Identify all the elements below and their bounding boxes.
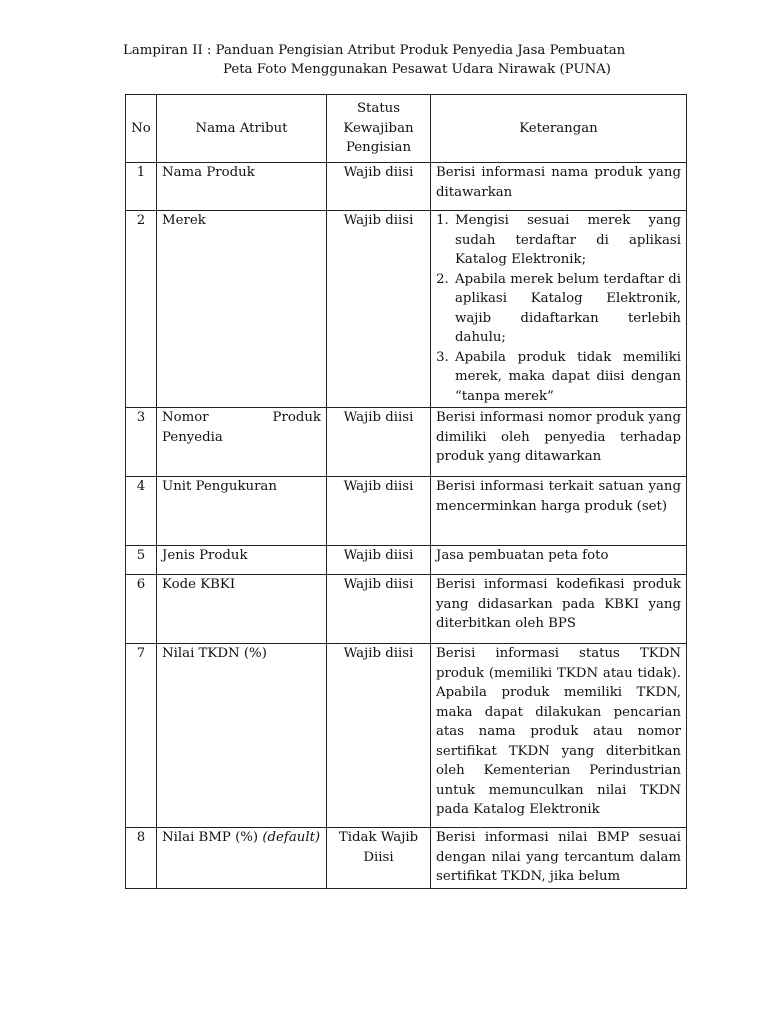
header-no: No <box>126 95 157 163</box>
status-line-1: Tidak Wajib <box>338 830 419 845</box>
table-row <box>126 477 687 546</box>
status-cell: Wajib diisi <box>327 211 431 408</box>
attribute-name-word: Produk <box>272 410 321 425</box>
status-cell: Wajib diisi <box>327 644 431 828</box>
attribute-name-line-1 <box>162 408 321 428</box>
row-number: 1 <box>126 163 157 211</box>
table-row <box>126 408 687 477</box>
description-cell: Berisi informasi terkait satuan yang mencerminkan harga produk (set) <box>431 477 687 546</box>
header-status-line-3: Pengisian <box>345 140 412 156</box>
status-line-2: Diisi <box>363 849 394 865</box>
attribute-name: Nilai TKDN (%) <box>157 644 327 828</box>
attribute-name-text: Nilai BMP (%) <box>162 830 259 845</box>
list-item: 3. Apabila produk tidak memiliki merek, maka dapat diisi dengan “tanpa merek” <box>453 348 681 407</box>
description-cell: Berisi informasi nama produk yang ditawarkan <box>431 163 687 211</box>
row-number: 6 <box>126 575 157 644</box>
attribute-name <box>157 408 327 477</box>
header-ket: Keterangan <box>431 95 687 163</box>
row-number: 3 <box>126 408 157 477</box>
attribute-name: Jenis Produk <box>157 546 327 575</box>
document-title <box>123 41 683 79</box>
description-cell <box>431 211 687 408</box>
attribute-name-line-2: Penyedia <box>162 429 223 445</box>
status-cell: Wajib diisi <box>327 575 431 644</box>
row-number: 5 <box>126 546 157 575</box>
header-name: Nama Atribut <box>157 95 327 163</box>
description-cell: Berisi informasi nilai BMP sesuai dengan nilai yang tercantum dalam sertifikat TKDN, jika belum <box>431 828 687 889</box>
description-list <box>436 211 681 406</box>
attribute-name-word: Nomor <box>162 410 209 425</box>
row-number: 4 <box>126 477 157 546</box>
status-cell: Wajib diisi <box>327 163 431 211</box>
table-header-row <box>126 95 687 163</box>
attribute-name: Nama Produk <box>157 163 327 211</box>
title-line-1: Lampiran II : Panduan Pengisian Atribut Produk Penyedia Jasa Pembuatan <box>123 43 626 58</box>
table-row <box>126 575 687 644</box>
attribute-name: Merek <box>157 211 327 408</box>
status-cell: Wajib diisi <box>327 546 431 575</box>
list-item: 1. Mengisi sesuai merek yang sudah terdaftar di aplikasi Katalog Elektronik; <box>453 211 681 270</box>
status-cell: Wajib diisi <box>327 408 431 477</box>
status-cell <box>327 828 431 889</box>
description-cell: Berisi informasi status TKDN produk (memiliki TKDN atau tidak). Apabila produk memiliki TKDN, maka dapat dilakukan pencarian atas nama produk atau nomor sertifikat TKDN yang diterbitkan oleh Kementerian Perindustrian untuk memunculkan nilai TKDN pada Katalog Elektronik <box>431 644 687 828</box>
attribute-name: Kode KBKI <box>157 575 327 644</box>
description-cell: Jasa pembuatan peta foto <box>431 546 687 575</box>
header-status-line-1: Status <box>356 101 401 117</box>
row-number: 8 <box>126 828 157 889</box>
attribute-name-default-note: (default) <box>262 830 321 845</box>
table-row <box>126 211 687 408</box>
attribute-table <box>125 94 687 889</box>
table-row <box>126 163 687 211</box>
header-status-line-2: Kewajiban <box>343 120 414 136</box>
attribute-name: Unit Pengukuran <box>157 477 327 546</box>
table-row <box>126 546 687 575</box>
title-line-2: Peta Foto Menggunakan Pesawat Udara Nirawak (PUNA) <box>223 62 611 77</box>
status-cell: Wajib diisi <box>327 477 431 546</box>
table-row <box>126 828 687 889</box>
list-item: 2. Apabila merek belum terdaftar di aplikasi Katalog Elektronik, wajib didaftarkan terlebih dahulu; <box>453 270 681 348</box>
row-number: 7 <box>126 644 157 828</box>
header-status <box>327 95 431 163</box>
attribute-name <box>157 828 327 889</box>
row-number: 2 <box>126 211 157 408</box>
description-cell: Berisi informasi kodefikasi produk yang didasarkan pada KBKI yang diterbitkan oleh BPS <box>431 575 687 644</box>
table-row <box>126 644 687 828</box>
description-cell: Berisi informasi nomor produk yang dimiliki oleh penyedia terhadap produk yang ditawarkan <box>431 408 687 477</box>
